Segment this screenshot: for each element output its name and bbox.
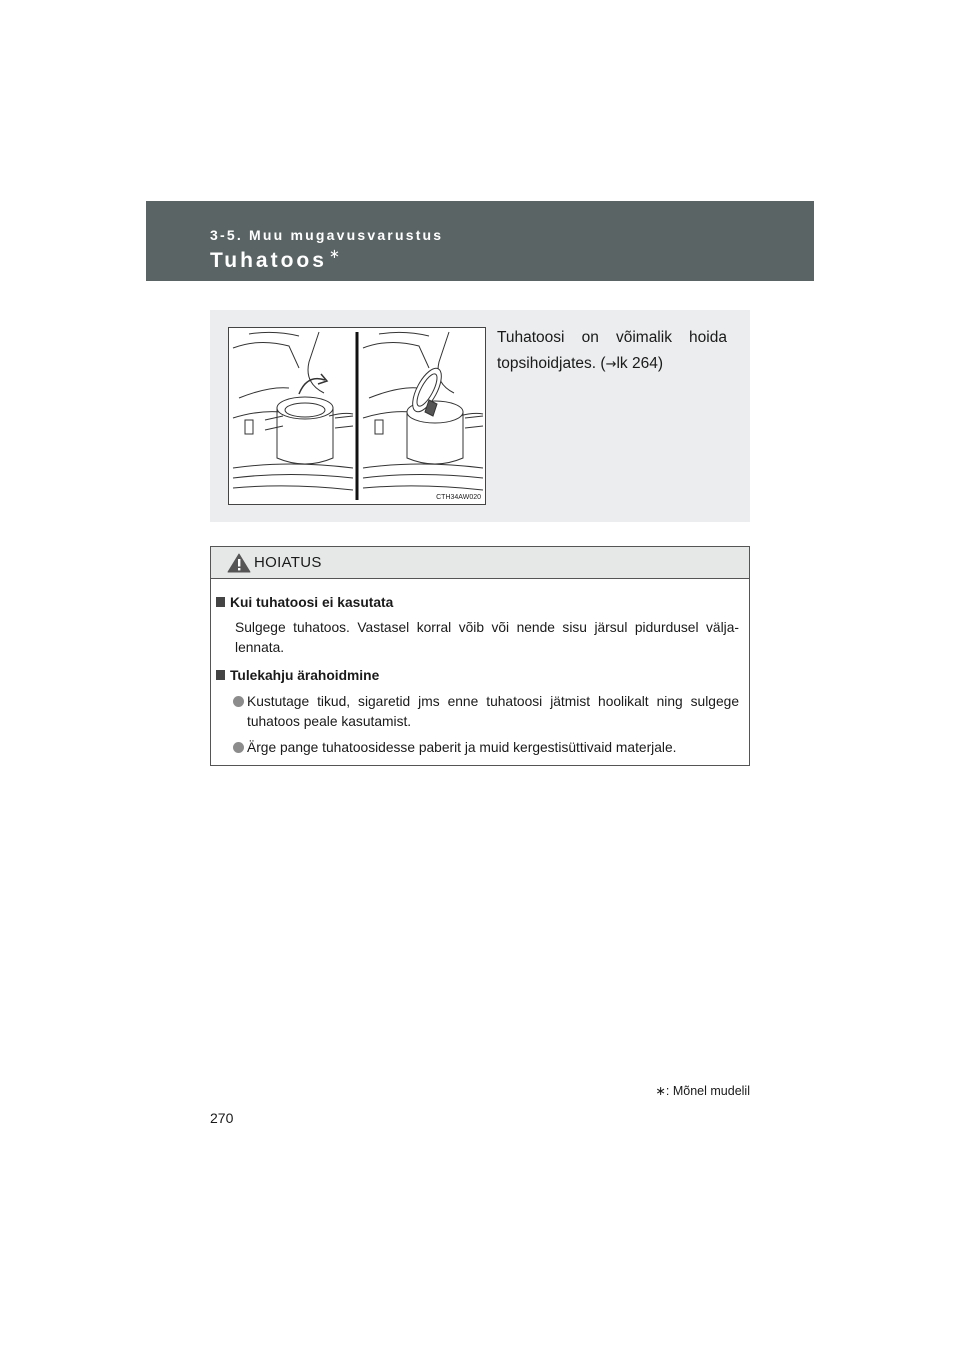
footnote	[655, 1083, 750, 1098]
square-bullet-icon	[216, 597, 225, 607]
warning-box	[210, 546, 750, 766]
warning-section1-title: Kui tuhatoosi ei kasutata	[230, 595, 394, 610]
info-text-line2-pre: topsihoidjates. (	[497, 355, 606, 372]
info-text-page-ref[interactable]: lk 264)	[616, 355, 663, 372]
warning-body	[211, 579, 749, 758]
bullet-dot-icon	[233, 696, 244, 707]
info-box	[210, 310, 750, 522]
warning-bullet2-text: Ärge pange tuhatoosidesse paberit ja muid kergestisüttivaid materjale.	[247, 740, 677, 755]
warning-section2-title: Tulekahju ärahoidmine	[230, 668, 380, 683]
figure-code: CTH34AW020	[436, 494, 481, 501]
info-text-line1: Tuhatoosi on võimalik hoida	[497, 329, 727, 346]
warning-section-title	[216, 593, 739, 613]
bullet-dot-icon	[233, 742, 244, 753]
title-asterisk: ∗	[328, 246, 343, 261]
warning-bullet	[216, 738, 739, 758]
warning-bullet1-text: Kustutage tikud, sigaretid jms enne tuhatoosi jätmist hoolikalt ning sulgege tuhatoos peale kasutamist.	[247, 694, 739, 729]
right-arrow-icon: →	[605, 357, 617, 372]
warning-section1-text: Sulgege tuhatoos. Vastasel korral võib või nende sisu järsul pidurdusel välja-lennata.	[235, 620, 739, 655]
warning-label: HOIATUS	[254, 554, 322, 571]
chapter-header	[146, 201, 814, 281]
info-text	[497, 325, 727, 378]
footnote-mark: ∗	[655, 1084, 666, 1098]
ashtray-drawing	[229, 328, 485, 504]
page-number: 270	[210, 1110, 234, 1126]
warning-bullet	[216, 692, 739, 732]
square-bullet-icon	[216, 670, 225, 680]
warning-triangle-icon	[227, 553, 251, 573]
section-label: 3-5. Muu mugavusvarustus	[210, 227, 444, 243]
warning-section-title	[216, 666, 739, 686]
page-title	[210, 246, 343, 273]
title-text: Tuhatoos	[210, 249, 327, 272]
footnote-text: : Mõnel mudelil	[665, 1084, 750, 1098]
warning-header	[211, 547, 749, 579]
ashtray-illustration	[228, 327, 486, 505]
